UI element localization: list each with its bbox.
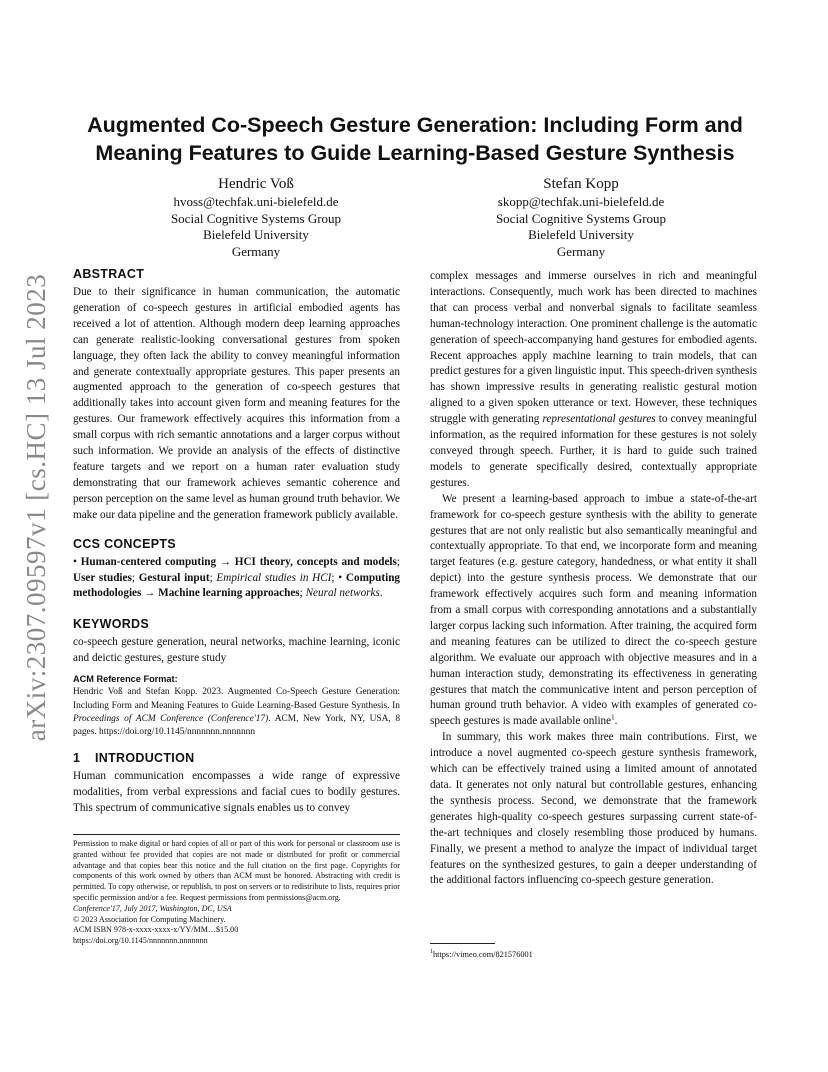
abstract-section	[73, 266, 400, 524]
acm-reference-text: Hendric Voß and Stefan Kopp. 2023. Augmented Co-Speech Gesture Generation: Including Form and Meaning Features to Guide Learning-Based Gesture Synthesis. In Proceedings of ACM Conference (Conference'17). ACM, New York, NY, USA, 8 pages. https://doi.org/10.1145/nnnnnnn.nnnnnnn	[73, 687, 401, 737]
keywords-heading: KEYWORDS	[73, 617, 150, 632]
author-block-2	[451, 175, 711, 260]
author-email: skopp@techfak.uni-bielefeld.de	[497, 194, 665, 209]
acm-reference-label: ACM Reference Format:	[73, 674, 178, 685]
left-column	[73, 266, 400, 817]
footnote-divider	[430, 943, 495, 944]
author-email: hvoss@techfak.uni-bielefeld.de	[173, 194, 339, 209]
arxiv-stamp	[21, 273, 52, 741]
author-group: Social Cognitive Systems Group	[170, 210, 342, 226]
abstract-heading: ABSTRACT	[73, 267, 145, 281]
arxiv-stamp-text: arXiv:2307.09597v1 [cs.HC] 13 Jul 2023	[21, 273, 52, 741]
copyright-line: © 2023 Association for Computing Machinery.	[73, 914, 226, 924]
paper-title: Augmented Co-Speech Gesture Generation: Including Form and Meaning Features to Guide Learning-Based Gesture Synthesis	[87, 113, 743, 165]
permission-notice	[73, 839, 400, 947]
author-name: Stefan Kopp	[543, 176, 619, 192]
author-name: Hendric Voß	[218, 176, 294, 192]
footnote: $^1$https://vimeo.com/821576001	[430, 949, 533, 959]
author-university: Bielefeld University	[203, 227, 309, 242]
isbn-line: ACM ISBN 978-x-xxxx-xxxx-x/YY/MM…$15.00	[73, 925, 239, 935]
author-block-1	[126, 175, 386, 260]
author-country: Germany	[231, 243, 281, 259]
introduction-heading: 1 INTRODUCTION	[73, 751, 195, 766]
ccs-heading: CCS CONCEPTS	[73, 536, 176, 551]
author-country: Germany	[556, 243, 606, 259]
keywords-text: co-speech gesture generation, neural networks, machine learning, iconic and deictic gestures, gesture study	[73, 636, 400, 665]
footnote-link[interactable]: https://vimeo.com/821576001	[433, 949, 533, 959]
introduction-paragraph-1-continued: complex messages and immerse ourselves in rich and meaningful interactions. Consequently, much work has been directed to machines that can process verbal and nonverbal signals to facilitate seamless human-technology interaction. One prominent challenge is the automatic generation of speech-accompanying hand gestures for embodied agents. Recent approaches apply machine learning to train models, that can predict gestures for a given linguistic input. This speech-driven synthesis has shown impressive results in generating realistic gestural motion aligned to a given spoken utterance or text. However, these techniques struggle with generating representational gestures to convey meaningful information, as the required information for these gestures is not solely conveyed through speech. Further, it is hard to guide such trained models to generate specifically desired, contextually appropriate gestures.	[430, 270, 757, 489]
abstract-text: Due to their significance in human communication, the automatic generation of co-speech gestures in artificial embodied agents has received a lot of attention. Although modern deep learning approaches can generate realistic-looking conversational gestures from spoken language, they often lack the ability to convey meaningful information and generate contextually appropriate gestures. This paper presents an augmented approach to the generation of co-speech gestures that additionally takes into account given form and meaning features for the gestures. Our framework effectively acquires this information from a small corpus with rich semantic annotations and a larger corpus without such information. We provide an analysis of the effects of distinctive feature targets and we report on a human rater evaluation study demonstrating that our framework achieves semantic coherence and person perception on the same level as human ground truth behavior. We make our data pipeline and the generation framework publicly available.	[73, 286, 400, 521]
permission-text: Permission to make digital or hard copies of all or part of this work for personal or classroom use is granted without fee provided that copies are not made or distributed for profit or commercial advantage and that copies bear this notice and the full citation on the first page. Copyrights for components of this work owned by others than ACM must be honored. Abstracting with credit is permitted. To copy otherwise, or republish, to post on servers or to redistribute to lists, requires prior specific permission and/or a fee. Request permissions from permissions@acm.org.	[73, 839, 400, 902]
ccs-concepts-section	[73, 536, 400, 603]
author-university: Bielefeld University	[528, 227, 634, 242]
permission-divider	[73, 834, 400, 835]
acm-reference-format	[73, 673, 400, 739]
introduction-paragraph-2: We present a learning-based approach to imbue a state-of-the-art framework for co-speech gesture synthesis with the ability to generate gestures that are not only realistic but also semantically meaningful and contextually appropriate. To that end, we incorporate form and meaning target features (e.g. gesture category, handedness, or what entity it shall depict) into the gesture synthesis process. We demonstrate that our framework effectively acquires such form and meaning information from a small corpus with corresponding annotations and a substantially larger corpus lacking such information. After training, the acquired form and meaning features can be utilized to direct the co-speech gesture algorithm. We evaluate our approach with objective measures and in a human interaction study, demonstrating its effectiveness in generating gestures that match the communicative intent and person perception of human ground truth behavior. A video with examples of generated co-speech gestures is made available online$^1$.	[430, 492, 757, 728]
introduction-paragraph-1-start: Human communication encompasses a wide range of expressive modalities, from verbal expressions and facial cues to bodily gestures. This spectrum of communicative signals enables us to convey	[73, 770, 400, 814]
introduction-paragraph-3: In summary, this work makes three main contributions. First, we introduce a novel augmented co-speech gesture synthesis framework, which can be effectively trained using a limited amount of annotated data. It generates not only natural but controllable gestures, enhancing the synthesis process. Second, we demonstrate that the framework generates high-quality co-speech gestures surpassing current state-of-the-art techniques and closely resembling those produced by humans. Finally, we present a method to analyze the impact of individual target features on the synthesized gestures, to gain a deeper understanding of the additional factors influencing co-speech gesture generation.	[430, 731, 757, 887]
conference-line: Conference'17, July 2017, Washington, DC, USA	[73, 903, 232, 913]
author-group: Social Cognitive Systems Group	[495, 210, 667, 226]
doi-line: https://doi.org/10.1145/nnnnnnn.nnnnnnn	[73, 936, 208, 946]
keywords-section	[73, 616, 400, 667]
right-column	[430, 269, 757, 889]
ccs-text: • Human-centered computing → HCI theory, concepts and models; User studies; Gestural input; Empirical studies in HCI; • Computing methodologies → Machine learning approaches; Neural networks.	[73, 555, 401, 600]
